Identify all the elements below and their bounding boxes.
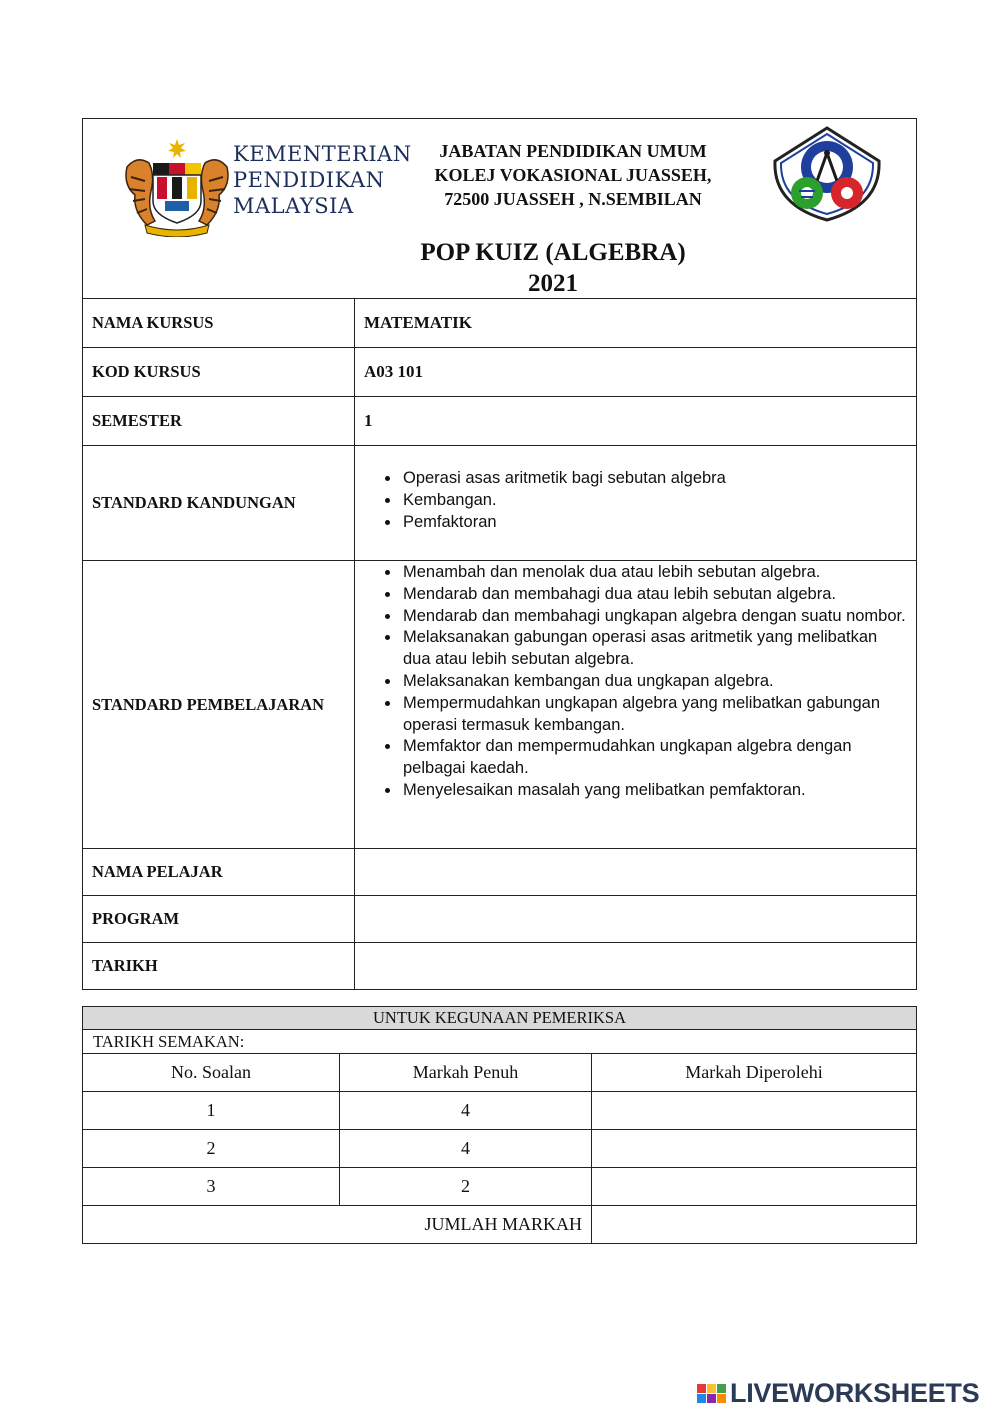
course-code-value: A03 101 bbox=[364, 362, 424, 381]
course-name-label: NAMA KURSUS bbox=[83, 299, 355, 347]
date-field[interactable] bbox=[355, 943, 916, 989]
learning-standard-row bbox=[83, 561, 916, 849]
content-standard-label: STANDARD KANDUNGAN bbox=[83, 446, 355, 560]
check-date-label: TARIKH SEMAKAN: bbox=[83, 1030, 916, 1054]
learning-standard-list bbox=[355, 561, 916, 802]
list-item: • Kembangan. bbox=[401, 490, 916, 512]
list-item: • Melaksanakan kembangan dua ungkapan algebra. bbox=[401, 671, 908, 693]
student-name-field[interactable] bbox=[355, 849, 916, 895]
course-name-row bbox=[83, 299, 916, 348]
learning-standard-label: STANDARD PEMBELAJARAN bbox=[83, 561, 355, 848]
quiz-title: POP KUIZ (ALGEBRA) bbox=[420, 239, 686, 266]
quiz-year: 2021 bbox=[528, 270, 578, 297]
question-number: 2 bbox=[83, 1130, 340, 1167]
malaysia-coat-of-arms-logo bbox=[119, 137, 235, 237]
course-code-row bbox=[83, 348, 916, 397]
content-standard-list bbox=[355, 446, 916, 533]
table-row bbox=[83, 1092, 916, 1130]
question-number: 3 bbox=[83, 1168, 340, 1205]
full-marks: 2 bbox=[340, 1168, 592, 1205]
content-standard-row bbox=[83, 446, 916, 561]
date-label: TARIKH bbox=[83, 943, 355, 989]
question-number: 1 bbox=[83, 1092, 340, 1129]
full-marks: 4 bbox=[340, 1130, 592, 1167]
course-info-table bbox=[82, 118, 917, 990]
list-item: • Mendarab dan membahagi dua atau lebih sebutan algebra. bbox=[401, 584, 908, 606]
ministry-line-1: KEMENTERIAN bbox=[233, 142, 412, 166]
list-item: • Memfaktor dan mempermudahkan ungkapan algebra dengan pelbagai kaedah. bbox=[401, 736, 908, 780]
student-name-label: NAMA PELAJAR bbox=[83, 849, 355, 895]
table-row bbox=[83, 1168, 916, 1206]
table-row bbox=[83, 1130, 916, 1168]
semester-row bbox=[83, 397, 916, 446]
list-item: • Pemfaktoran bbox=[401, 512, 916, 534]
liveworksheets-watermark bbox=[697, 1378, 979, 1408]
total-marks-field[interactable] bbox=[592, 1206, 916, 1243]
program-label: PROGRAM bbox=[83, 896, 355, 942]
list-item: • Menyelesaikan masalah yang melibatkan pemfaktoran. bbox=[401, 780, 908, 802]
list-item: • Menambah dan menolak dua atau lebih sebutan algebra. bbox=[401, 562, 908, 584]
department-name: JABATAN PENDIDIKAN UMUM bbox=[439, 141, 707, 161]
student-name-row bbox=[83, 849, 916, 896]
institution-block bbox=[393, 139, 753, 211]
quiz-title-block bbox=[283, 237, 823, 299]
column-header-marks-obtained: Markah Diperolehi bbox=[685, 1062, 823, 1082]
marks-obtained-field[interactable] bbox=[592, 1092, 916, 1129]
liveworksheets-logo-icon bbox=[697, 1384, 726, 1403]
total-marks-label: JUMLAH MARKAH bbox=[83, 1206, 592, 1243]
document-header bbox=[83, 119, 916, 299]
semester-label: SEMESTER bbox=[83, 397, 355, 445]
watermark-text: LIVEWORKSHEETS bbox=[730, 1377, 980, 1408]
column-header-question-no: No. Soalan bbox=[83, 1054, 340, 1091]
marks-obtained-field[interactable] bbox=[592, 1130, 916, 1167]
ministry-line-2: PENDIDIKAN bbox=[233, 168, 385, 192]
full-marks: 4 bbox=[340, 1092, 592, 1129]
examiner-heading: UNTUK KEGUNAAN PEMERIKSA bbox=[83, 1007, 916, 1030]
content-standard-value bbox=[355, 446, 916, 560]
list-item: • Mendarab dan membahagi ungkapan algebra dengan suatu nombor. bbox=[401, 606, 908, 628]
date-row bbox=[83, 943, 916, 989]
list-item: • Operasi asas aritmetik bagi sebutan algebra bbox=[401, 468, 916, 490]
total-row bbox=[83, 1206, 916, 1243]
kolej-vokasional-logo bbox=[771, 125, 883, 223]
college-address: 72500 JUASSEH , N.SEMBILAN bbox=[444, 189, 702, 209]
marks-obtained-field[interactable] bbox=[592, 1168, 916, 1205]
course-code-label: KOD KURSUS bbox=[83, 348, 355, 396]
examiner-table bbox=[82, 1006, 917, 1244]
list-item: • Mempermudahkan ungkapan algebra yang melibatkan gabungan operasi termasuk kembangan. bbox=[401, 693, 908, 737]
column-header-full-marks: Markah Penuh bbox=[340, 1054, 592, 1091]
college-name: KOLEJ VOKASIONAL JUASSEH, bbox=[434, 165, 712, 185]
program-row bbox=[83, 896, 916, 943]
list-item: • Melaksanakan gabungan operasi asas aritmetik yang melibatkan dua atau lebih sebutan algebra. bbox=[401, 627, 908, 671]
ministry-line-3: MALAYSIA bbox=[233, 194, 354, 218]
course-name-value: MATEMATIK bbox=[364, 313, 472, 332]
program-field[interactable] bbox=[355, 896, 916, 942]
learning-standard-value bbox=[355, 561, 916, 848]
semester-value: 1 bbox=[364, 411, 373, 430]
table-header-row bbox=[83, 1054, 916, 1092]
ministry-name bbox=[233, 141, 412, 219]
